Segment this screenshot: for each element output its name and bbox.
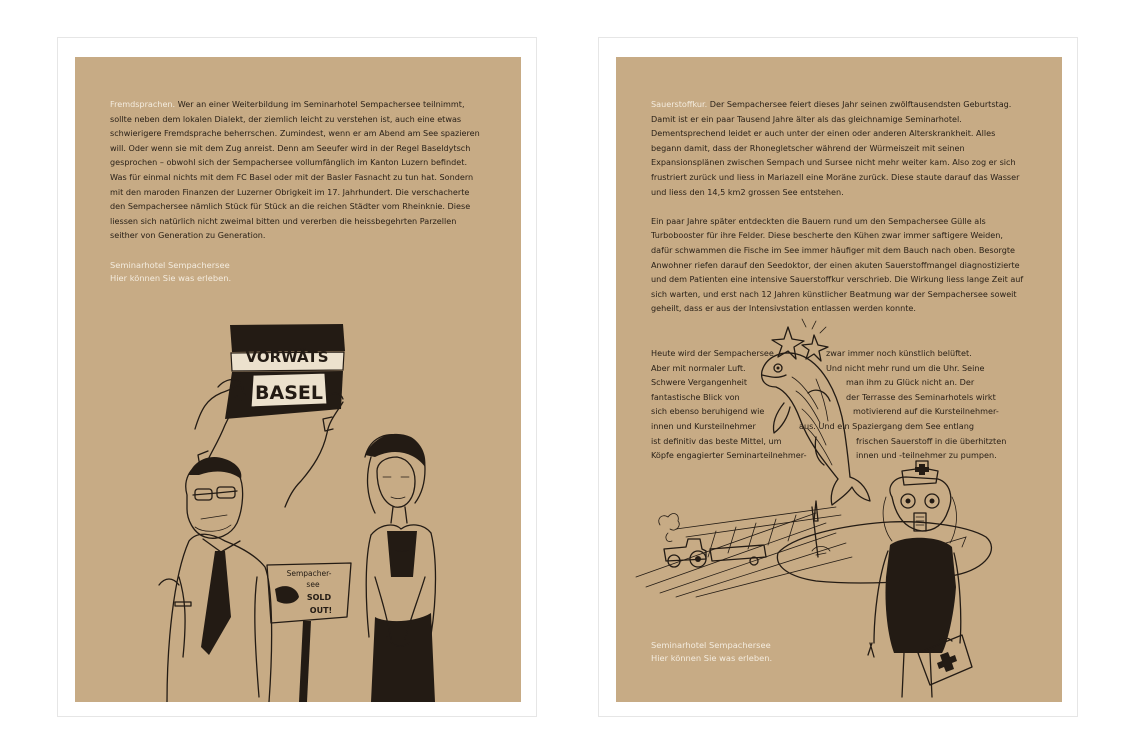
- p3-left-1: Heute wird der Sempachersee: [651, 348, 774, 358]
- p3-left-5: sich ebenso beruhigend wie: [651, 406, 765, 417]
- right-paragraph-1-body: Der Sempachersee feiert dieses Jahr seinen zwölftausendsten Geburtstag. Damit ist er ein paar Tausend Jahre älter als das gleichnamige Seminarhotel. Dementsprechend leidet er auch unter der einen oder anderen Alterskrankheit. Alles begann damit, dass der Rhonegletscher während der Würmeiszeit mit seinen Expansionsplänen zwischen Sempach und Sursee nicht mehr weiter kam. Also zog er sich frustriert zurück und liess in Mariazell eine Moräne zurück. Diese staute darauf das Wasser und liess den 14,5 km2 grossen See entstehen.: [651, 99, 1020, 197]
- sempachersee-illustration: [616, 57, 1062, 702]
- left-page-panel: [75, 57, 521, 702]
- right-page-frame: [598, 37, 1078, 717]
- p3-left-8: Köpfe engagierter Seminarteilnehmer-: [651, 450, 807, 461]
- left-paragraph-lead: Fremdsprachen.: [110, 99, 176, 109]
- right-caption-line2: Hier können Sie was erleben.: [651, 653, 773, 664]
- p3-right-7: frischen Sauerstoff in die überhitzten: [856, 435, 1007, 446]
- syringe-icon: [812, 501, 818, 557]
- left-caption-line1: Seminarhotel Sempachersee: [110, 260, 230, 270]
- left-paragraph-body: Wer an einer Weiterbildung im Seminarhotel Sempachersee teilnimmt, sollte neben dem lokalen Dialekt, der ziemlich leicht zu verstehen ist, auch eine etwas schwierigere Fremdsprache beherrschen. Zumindest, wenn er am Abend am See spazieren will. Oder wenn sie mit dem Zug anreist. Denn am Seeufer wird in der Regel Baseldytsch gesprochen – obwohl sich der Sempachersee vollumfänglich im Kanton Luzern befindet. Was für einmal nichts mit dem FC Basel oder mit der Basler Fasnacht zu tun hat. Sondern mit den maroden Finanzen der Luzerner Obrigkeit im 17. Jahrhundert. Die verschacherte den Sempachersee nämlich Stück für Stück an die reichen Städter vom Rheinknie. Diese liessen sich natürlich nicht zweimal bitten und vererben die heissbegehrten Parzellen seither von Generation zu Generation.: [110, 99, 480, 241]
- p3-right-6: aus. Und ein Spaziergang dem See entlang: [799, 421, 974, 431]
- left-page-frame: [57, 37, 537, 717]
- p3-right-1: zwar immer noch künstlich belüftet.: [826, 348, 972, 358]
- small-sign-line2: see: [306, 580, 320, 589]
- small-sign-line3: SOLD: [306, 593, 332, 602]
- small-sign-line1: Sempacher-: [286, 569, 332, 578]
- p3-left-7: ist definitiv das beste Mittel, um: [651, 435, 782, 446]
- sold-out-sign: [267, 563, 351, 702]
- right-page-panel: [616, 57, 1062, 702]
- right-paragraph-2: Ein paar Jahre später entdeckten die Bauern rund um den Sempachersee Gülle als Turbobooster für ihre Felder. Diese bescherte den Kühen zwar immer saftigere Weiden, dafür schwammen die Fische im See immer häufiger mit dem Bauch nach oben. Besorgte Anwohner riefen darauf den Seedoktor, der einen akuten Sauerstoffmangel diagnostizierte und dem Patienten eine intensive Sauerstoffkur verschrieb. Die Wirkung liess lange Zeit auf sich warten, und erst nach 12 Jahren künstlicher Beatmung war der Sempachersee soweit geheilt, dass er aus der Intensivstation entlassen werden konnte.: [651, 215, 1024, 314]
- p3-left-4: fantastische Blick von: [651, 391, 740, 402]
- tractor-icon: [659, 514, 766, 567]
- p3-right-8: innen und -teilnehmer zu pumpen.: [856, 450, 997, 461]
- vorwaerts-basel-sign: [225, 324, 345, 419]
- p3-right-5: motivierend auf die Kursteilnehmer-: [853, 406, 999, 417]
- p3-right-2: Und nicht mehr rund um die Uhr. Seine: [826, 362, 985, 373]
- right-caption-line1: Seminarhotel Sempachersee: [651, 640, 771, 650]
- jumping-fish: [762, 353, 870, 505]
- small-sign-line4: OUT!: [309, 606, 333, 615]
- basel-fan-illustration: [75, 57, 521, 702]
- p3-left-2: Aber mit normaler Luft.: [651, 362, 746, 373]
- sign-top-text: VORWÄTS: [245, 348, 329, 366]
- p3-right-3: man ihm zu Glück nicht an. Der: [846, 377, 975, 388]
- basel-fan-man: [159, 380, 343, 702]
- p3-right-4: der Terrasse des Seminarhotels wirkt: [846, 391, 996, 402]
- left-caption-line2: Hier können Sie was erleben.: [110, 273, 232, 284]
- right-paragraph-lead: Sauerstoffkur.: [651, 99, 708, 109]
- standing-woman: [365, 434, 436, 702]
- sign-bottom-text: BASEL: [255, 382, 323, 404]
- p3-left-3: Schwere Vergangenheit: [651, 377, 748, 388]
- p3-left-6: innen und Kursteilnehmer: [651, 421, 756, 431]
